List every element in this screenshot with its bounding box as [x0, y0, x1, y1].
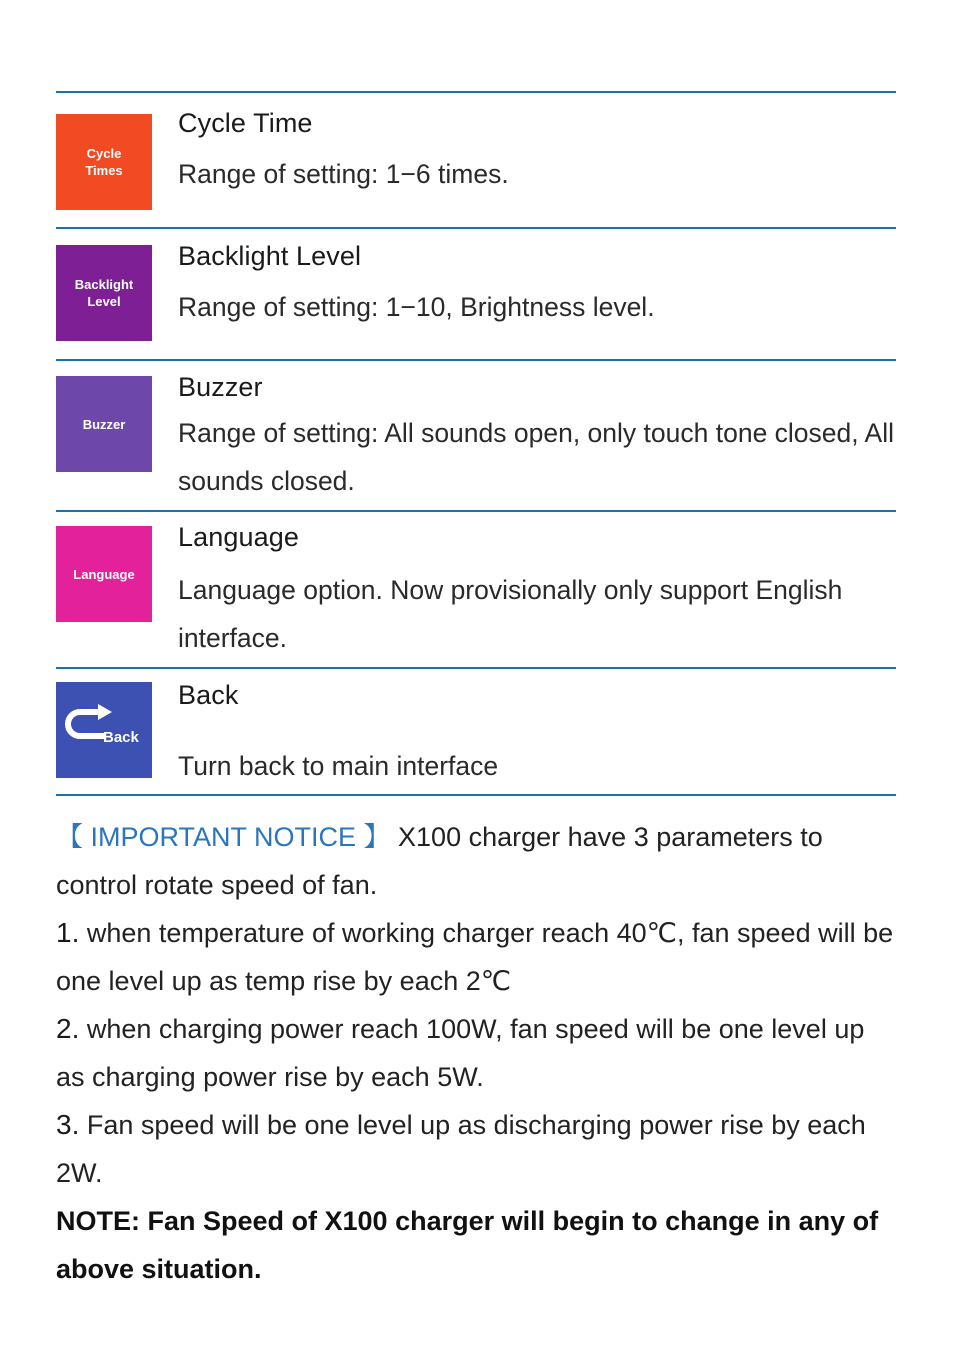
backlight-level-icon: [56, 245, 152, 341]
divider: [56, 359, 896, 361]
divider: [56, 227, 896, 229]
tile-label: Buzzer: [82, 416, 126, 432]
point-number: 3.: [56, 1109, 80, 1140]
divider: [56, 510, 896, 512]
setting-title: Back: [178, 680, 239, 710]
setting-description: Range of setting: 1−10, Brightness level.: [178, 292, 655, 322]
point-number: 1.: [56, 917, 80, 948]
tile-label: Back: [103, 729, 139, 746]
important-notice: [56, 813, 896, 1293]
setting-description: Turn back to main interface: [178, 751, 499, 781]
language-icon: [56, 526, 152, 622]
setting-title: Cycle Time: [178, 108, 313, 138]
buzzer-icon: [56, 376, 152, 472]
back-tile: [56, 682, 152, 778]
point-text: when charging power reach 100W, fan speed will be one level up as charging power rise by each 5W.: [56, 1014, 865, 1092]
setting-description: Language option. Now provisionally only support English interface.: [178, 575, 843, 653]
notice-note: NOTE: Fan Speed of X100 charger will begin to change in any of above situation.: [56, 1206, 879, 1284]
cycle-times-icon: [56, 114, 152, 210]
point-number: 2.: [56, 1013, 80, 1044]
tile-label: Cycle Times: [85, 146, 123, 178]
notice-heading: 【 IMPORTANT NOTICE 】: [56, 822, 391, 852]
setting-title: Buzzer: [178, 372, 263, 402]
setting-description: Range of setting: 1−6 times.: [178, 159, 509, 189]
setting-title: Language: [178, 522, 299, 552]
notice-point: [56, 909, 896, 1005]
divider: [56, 91, 896, 93]
notice-point: [56, 1101, 896, 1197]
point-text: when temperature of working charger reach 40℃, fan speed will be one level up as temp rise by each 2℃: [56, 918, 894, 996]
notice-point: [56, 1005, 896, 1101]
notice-intro: [56, 813, 896, 909]
setting-title: Backlight Level: [178, 241, 362, 271]
point-text: Fan speed will be one level up as discharging power rise by each 2W.: [56, 1110, 866, 1188]
divider: [56, 794, 896, 796]
divider: [56, 667, 896, 669]
notice-intro-text: X100 charger have 3 parameters to control rotate speed of fan.: [56, 822, 823, 900]
setting-description: Range of setting: All sounds open, only touch tone closed, All sounds closed.: [178, 418, 894, 496]
tile-label: Backlight Level: [74, 277, 134, 309]
tile-label: Language: [73, 566, 135, 582]
